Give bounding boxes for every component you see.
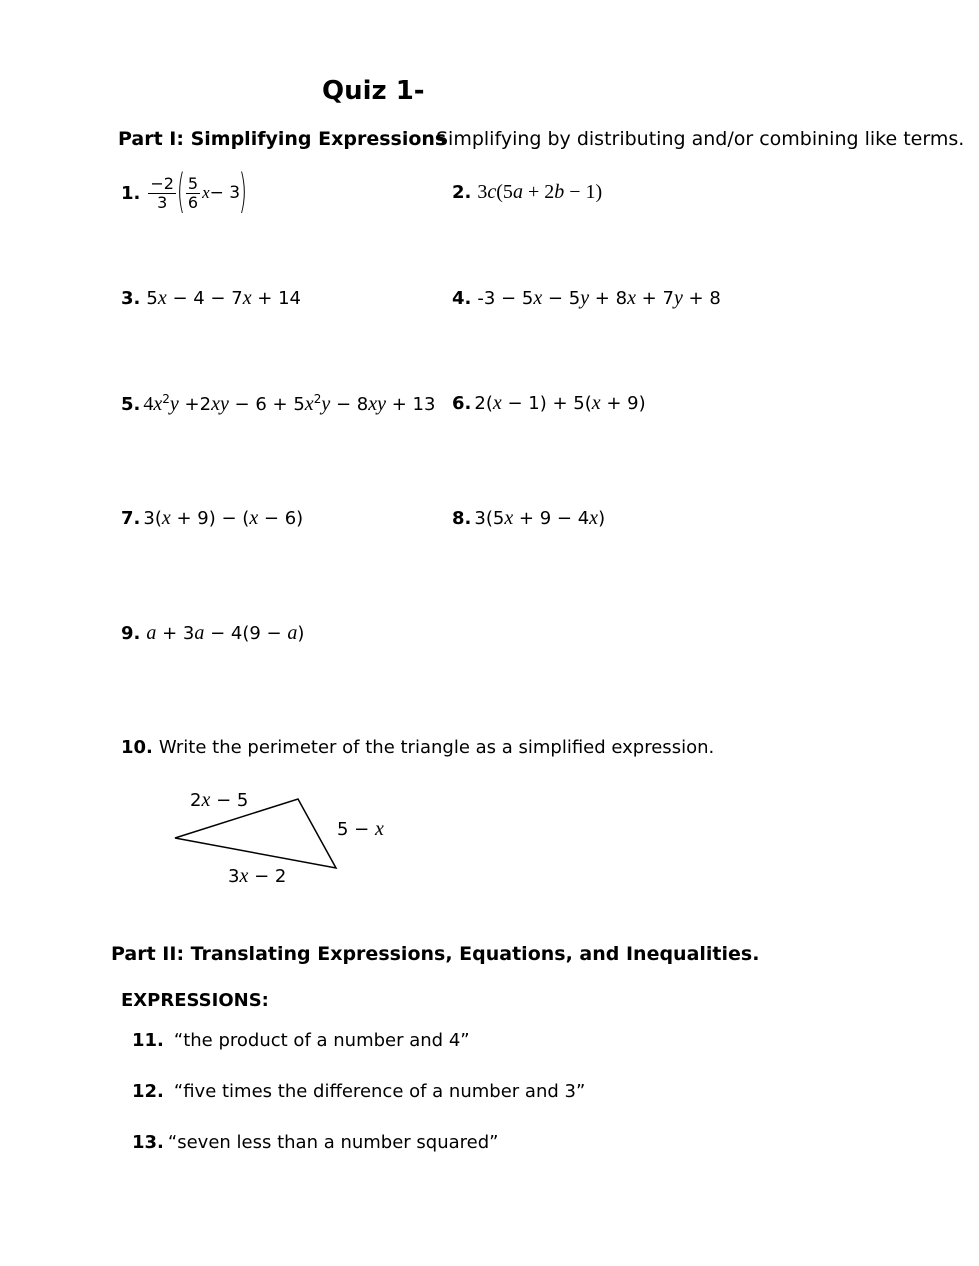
question-5: 5. $4x^2y +2xy - 6 + 5x^2y - 8xy + 13$ [121,392,436,415]
triangle-side-right-label: 5 − x [337,818,384,840]
expressions-subheading: EXPRESSIONS: [121,990,269,1011]
part1-heading: Part I: Simplifying Expressions [118,128,447,150]
quiz-title: Quiz 1- [322,76,425,106]
inner-fraction: $\frac{5}{6}$ [187,173,199,212]
question-3: 3. 5x − 4 − 7x + 14 [121,287,302,309]
question-6: 6. 2(x − 1) + 5(x + 9) [452,392,646,414]
triangle-side-top-label: 2x − 5 [190,789,249,811]
question-12: 12. “five times the difference of a number and 3” [132,1081,586,1102]
triangle-side-bottom-label: 3x − 2 [228,865,287,887]
left-paren: ( [176,164,185,218]
question-4: 4. -3 − 5x − 5y + 8x + 7y + 8 [452,287,721,309]
part1-instructions: Simplifying by distributing and/or combining like terms. [436,128,965,150]
question-11: 11. “the product of a number and 4” [132,1030,470,1051]
question-number: 1. [121,182,141,204]
part2-heading: Part II: Translating Expressions, Equations, and Inequalities. [111,943,760,965]
right-paren: ) [239,164,248,218]
question-10: 10. Write the perimeter of the triangle as a simplified expression. [121,737,715,758]
question-8: 8. 3(5x + 9 − 4x) [452,507,606,529]
question-7: 7. 3(x + 9) − (x − 6) [121,507,304,529]
question-13: 13. “seven less than a number squared” [132,1132,499,1153]
question-1: 1. $\frac{-2}{3}$ ( $\frac{5}{6}$ x − 3 ) [121,164,248,218]
question-2: 2. 3c(5a + 2b − 1) [452,181,603,203]
question-9: 9. a + 3a − 4(9 − a) [121,622,305,644]
outer-fraction: $\frac{-2}{3}$ [150,173,174,212]
